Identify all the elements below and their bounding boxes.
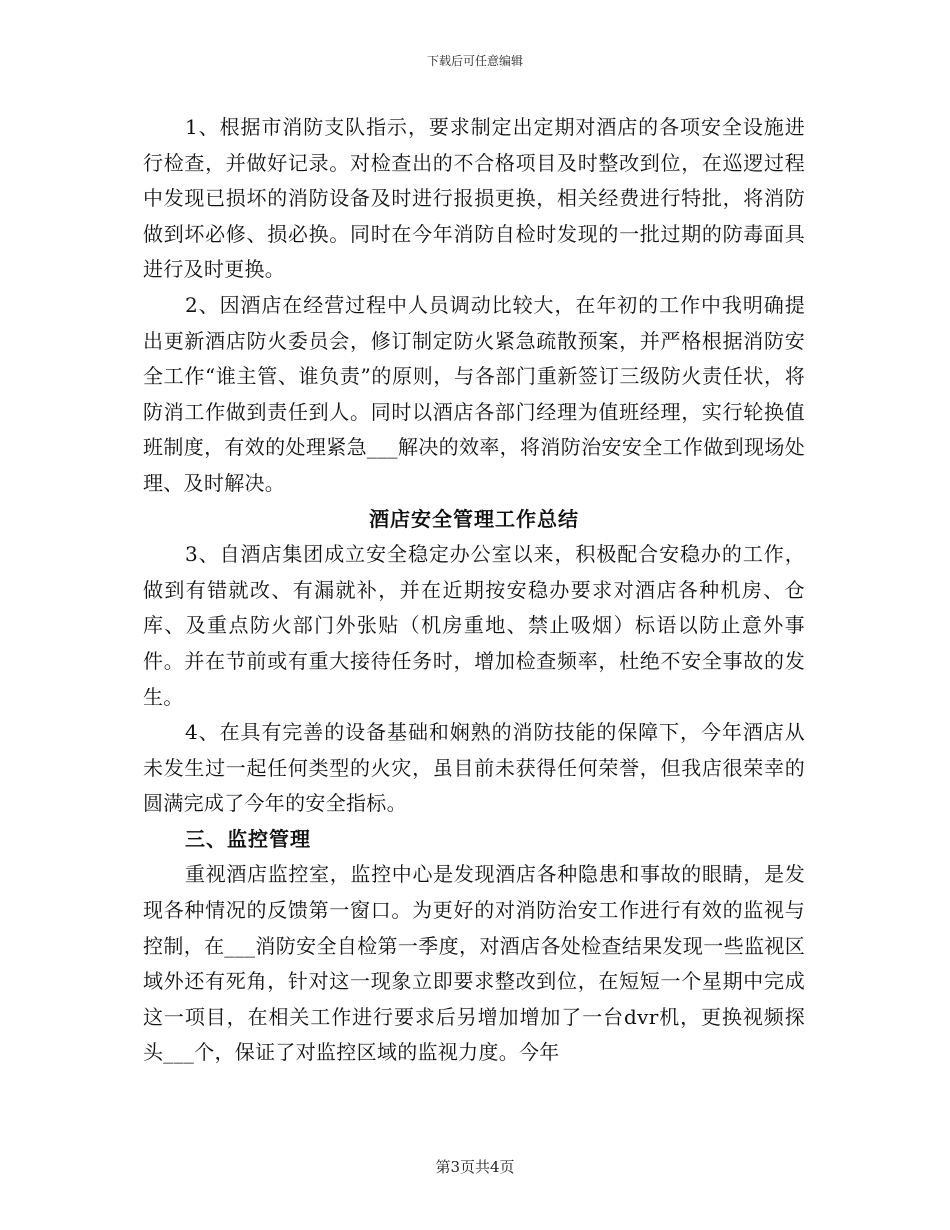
paragraph-4: 4、在具有完善的设备基础和娴熟的消防技能的保障下，今年酒店从未发生过一起任何类型的火灾，虽目前未获得任何荣誉，但我店很荣幸的圆满完成了今年的安全指标。 <box>143 720 805 816</box>
section-heading: 三、监控管理 <box>185 826 311 851</box>
paragraph-1: 1、根据市消防支队指示，要求制定出定期对酒店的各项安全设施进行检查，并做好记录。对检查出的不合格项目及时整改到位，在巡逻过程中发现已损坏的消防设备及时进行报损更换，相关经费进行特批，将消防做到坏必修、损必换。同时在今年消防自检时发现的一批过期的防毒面具进行及时更换。 <box>143 115 805 282</box>
page-number: 第3页共4页 <box>435 1158 515 1176</box>
header-note: 下载后可任意编辑 <box>426 54 523 68</box>
document-body <box>143 110 805 1071</box>
section-paragraph: 重视酒店监控室，监控中心是发现酒店各种隐患和事故的眼睛，是发现各种情况的反馈第一窗口。为更好的对消防治安工作进行有效的监视与控制，在___消防安全自检第一季度，对酒店各处检查结果发现一些监视区域外还有死角，针对这一现象立即要求整改到位，在短短一个星期中完成这一项目，在相关工作进行要求后另增加增加了一台dvr机，更换视频探头___个，保证了对监控区域的监视力度。今年 <box>143 862 805 1065</box>
document-title: 酒店安全管理工作总结 <box>369 506 579 531</box>
paragraph-2: 2、因酒店在经营过程中人员调动比较大，在年初的工作中我明确提出更新酒店防火委员会，修订制定防火紧急疏散预案，并严格根据消防安全工作“谁主管、谁负责”的原则，与各部门重新签订三级防火责任状，将防消工作做到责任到人。同时以酒店各部门经理为值班经理，实行轮换值班制度，有效的处理紧急___解决的效率，将消防治安安全工作做到现场处理、及时解决。 <box>143 292 805 495</box>
paragraph-3: 3、自酒店集团成立安全稳定办公室以来，积极配合安稳办的工作，做到有错就改、有漏就补，并在近期按安稳办要求对酒店各种机房、仓库、及重点防火部门外张贴（机房重地、禁止吸烟）标语以防止意外事件。并在节前或有重大接待任务时，增加检查频率，杜绝不安全事故的发生。 <box>143 542 805 709</box>
